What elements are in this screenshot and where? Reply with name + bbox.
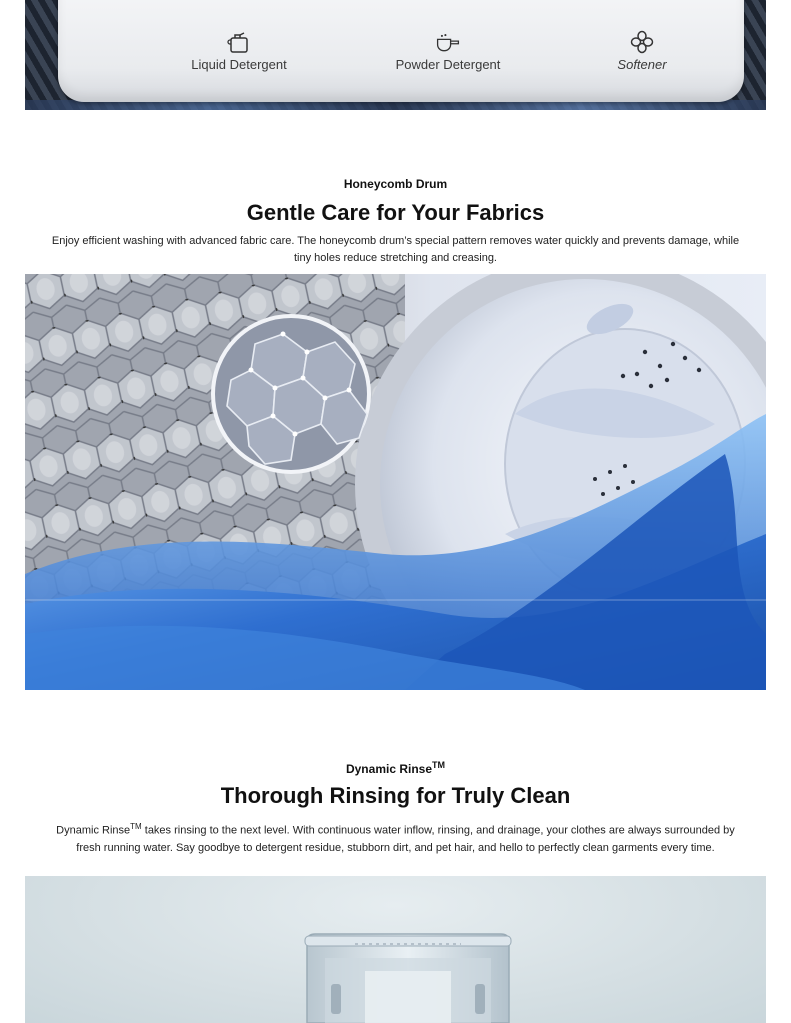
powder-detergent-icon	[435, 30, 461, 54]
dispenser-slot-label: Liquid Detergent	[191, 57, 287, 72]
liquid-detergent-icon	[226, 30, 252, 54]
dispenser-slot-label: Softener	[617, 57, 667, 72]
detergent-dispenser-image	[25, 0, 766, 110]
washer-tub-illustration	[25, 876, 766, 1023]
section-headline-honeycomb: Gentle Care for Your Fabrics	[246, 200, 545, 225]
honeycomb-drum-illustration	[25, 274, 766, 690]
trademark-mark: TM	[432, 760, 446, 770]
dispenser-tray	[58, 0, 744, 102]
section-eyebrow-honeycomb: Honeycomb Drum	[343, 177, 448, 191]
softener-icon	[629, 30, 655, 54]
dispenser-slot-powder	[368, 30, 528, 72]
dispenser-slot-label: Powder Detergent	[395, 57, 501, 72]
description-lead: Dynamic Rinse	[56, 824, 131, 837]
section-description-rinse	[45, 818, 746, 857]
section-eyebrow-rinse	[0, 760, 791, 776]
section-headline-rinse: Thorough Rinsing for Truly Clean	[220, 783, 571, 808]
trademark-mark: TM	[130, 822, 142, 831]
section-description-honeycomb: Enjoy efficient washing with advanced fabric care. The honeycomb drum’s special pattern removes water quickly and prevents damage, while tiny holes reduce stretching and creasing.	[51, 235, 740, 264]
eyebrow-text: Dynamic Rinse	[345, 762, 433, 776]
honeycomb-drum-image	[25, 274, 766, 690]
dynamic-rinse-image	[25, 876, 766, 1023]
dispenser-slot-liquid	[159, 30, 319, 72]
dispenser-slot-softener	[562, 30, 722, 72]
description-rest: takes rinsing to the next level. With continuous water inflow, rinsing, and drainage, your clothes are always surrounded by fresh running water. Say goodbye to detergent residue, stubborn dirt, and pet hair, and hello to perfectly clean garments every time.	[76, 824, 735, 854]
